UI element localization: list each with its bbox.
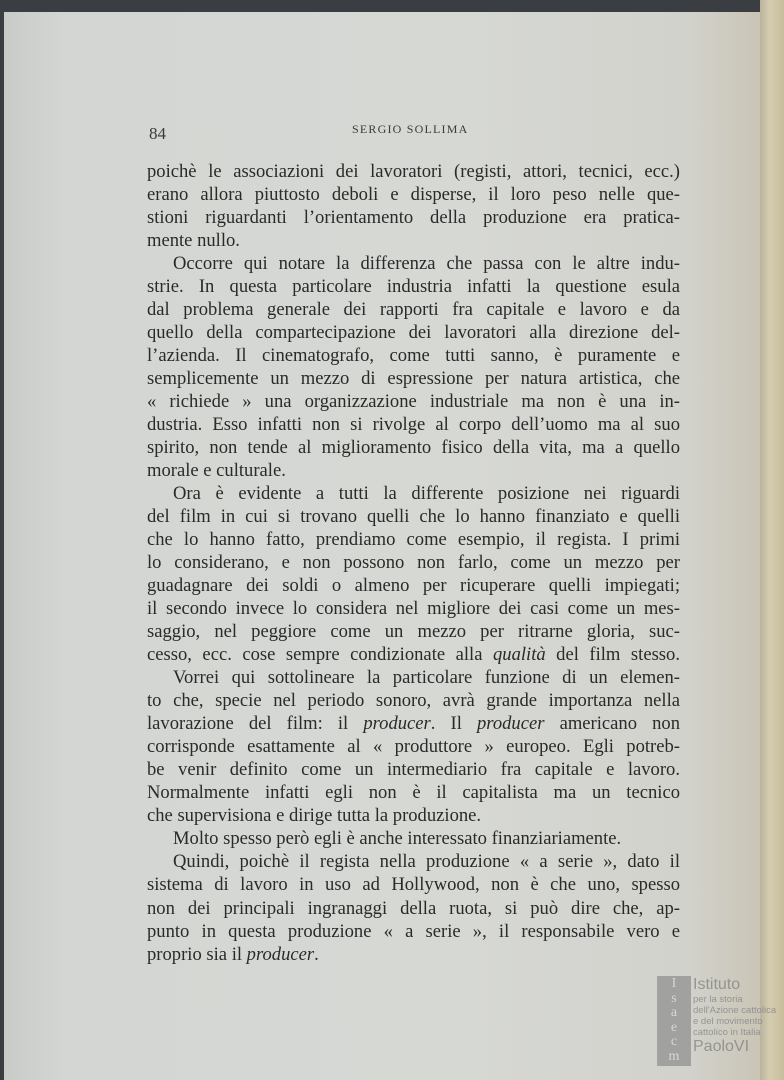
monogram-letter: c [670, 1034, 678, 1050]
text-line: che lo hanno fatto, prendiamo come esempio, il regista. I primi [147, 529, 680, 551]
text-line: erano allora piuttosto deboli e disperse, il loro peso nelle que- [147, 184, 680, 206]
text-segment: americano non [544, 713, 680, 735]
text-segment: lavorazione del film: il [147, 713, 364, 735]
text-line: corrisponde esattamente al « produttore » europeo. Egli potreb- [147, 736, 680, 758]
page-edge [760, 0, 784, 1080]
italic-term: producer [363, 713, 431, 735]
monogram-letter: e [670, 1019, 678, 1035]
italic-term: producer [246, 943, 315, 965]
text-line: l’azienda. Il cinematografo, come tutti sanno, è puramente e [147, 345, 680, 367]
text-line: guadagnare dei soldi o almeno per ricuperare quelli impiegati; [147, 575, 680, 597]
text-line: che supervisiona e dirige tutta la produzione. [147, 805, 482, 827]
running-head: SERGIO SOLLIMA [352, 122, 469, 136]
text-line: poichè le associazioni dei lavoratori (registi, attori, tecnici, ecc.) [147, 161, 680, 182]
text-line: del film in cui si trovano quelli che lo hanno finanziato e quelli [147, 506, 680, 528]
text-line [147, 643, 680, 666]
text-line: spirito, non tende al miglioramento fisico della vita, ma a quello [147, 437, 680, 459]
text-line: be venir definito come un intermediario fra capitale e lavoro. [147, 759, 680, 781]
watermark-line: e del movimento [693, 1016, 763, 1027]
text-line: dustria. Esso infatti non si rivolge al corpo dell’uomo ma al suo [147, 414, 680, 436]
text-segment: del film stesso. [545, 644, 680, 666]
text-line: quello della compartecipazione dei lavoratori alla direzione del- [147, 322, 680, 344]
watermark-line: dell'Azione cattolica [693, 1005, 777, 1016]
text-segment: proprio sia il [147, 943, 247, 965]
text-line: mente nullo. [147, 230, 240, 252]
monogram-letter: I [671, 976, 677, 991]
text-line: il secondo invece lo considera nel migliore dei casi come un mes- [147, 598, 680, 620]
text-line: sistema di lavoro in uso ad Hollywood, non è che uno, spesso [147, 874, 680, 896]
text-line: dal problema generale dei rapporti fra capitale e lavoro e da [147, 299, 680, 321]
text-line: Vorrei qui sottolineare la particolare funzione di un elemen- [173, 667, 680, 689]
italic-term: producer [477, 713, 545, 735]
text-line: semplicemente un mezzo di espressione per natura artistica, che [147, 368, 680, 390]
text-line: morale e culturale. [147, 460, 286, 482]
text-line [147, 943, 680, 966]
monogram-letter: a [670, 1005, 678, 1021]
text-line: Ora è evidente a tutti la differente posizione nei riguardi [173, 483, 680, 505]
watermark-line: Istituto [693, 976, 741, 993]
text-line: punto in questa produzione « a serie », il responsabile vero e [147, 920, 680, 942]
monogram-letter: m [668, 1048, 680, 1064]
body-text [147, 160, 680, 966]
text-line: Quindi, poichè il regista nella produzione « a serie », dato il [173, 851, 680, 873]
text-line: stioni riguardanti l’orientamento della produzione era pratica- [147, 207, 680, 229]
italic-term: qualità [492, 644, 546, 666]
text-line: « richiede » una organizzazione industriale ma non è una in- [147, 391, 680, 413]
isacem-monogram [657, 976, 691, 1066]
page-number: 84 [149, 124, 166, 143]
institute-name [691, 976, 776, 1066]
watermark-line: per la storia [693, 994, 743, 1005]
watermark-line: cattolico in Italia [693, 1027, 761, 1038]
text-line: non dei principali ingranaggi della ruota, si può dire che, ap- [147, 897, 680, 919]
text-line: Normalmente infatti egli non è il capitalista ma un tecnico [147, 782, 680, 804]
text-segment: . Il [430, 713, 477, 735]
text-line: lo considerano, e non possono non farlo, come un mezzo per [147, 552, 680, 574]
text-line: to che, specie nel periodo sonoro, avrà grande importanza nella [147, 690, 680, 712]
watermark-line: PaoloVI [693, 1038, 750, 1055]
text-line: strie. In questa particolare industria infatti la questione esula [147, 276, 680, 298]
text-line: Occorre qui notare la differenza che passa con le altre indu- [173, 253, 680, 275]
monogram-letter: s [671, 990, 677, 1006]
text-line: Molto spesso però egli è anche interessato finanziariamente. [173, 828, 622, 850]
institute-watermark-logo [657, 976, 776, 1066]
text-line [147, 712, 680, 735]
text-segment: . [314, 943, 319, 965]
text-line: saggio, nel peggiore come un mezzo per ritrarne gloria, suc- [147, 621, 680, 643]
text-segment: cesso, ecc. cose sempre condizionate alla [147, 644, 493, 666]
